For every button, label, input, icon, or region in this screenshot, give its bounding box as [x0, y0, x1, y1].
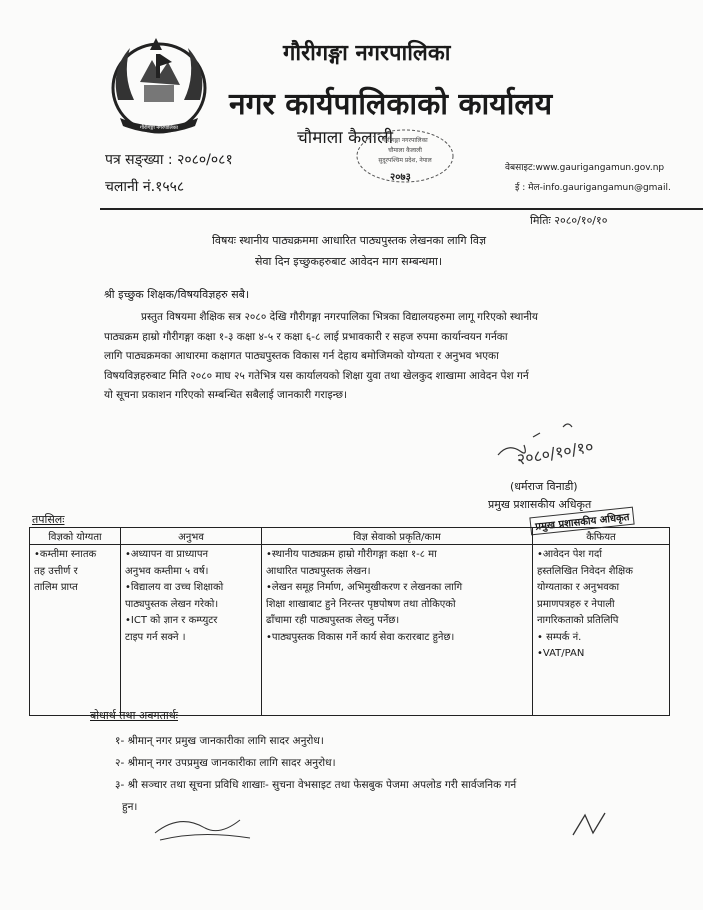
svg-text:सुदूरपश्चिम प्रदेश, नेपाल: सुदूरपश्चिम प्रदेश, नेपाल — [378, 157, 432, 164]
svg-text:गौरीगङ्गा नगरपालिका: गौरीगङ्गा नगरपालिका — [382, 137, 428, 144]
cell-line: •आवेदन पेश गर्दा — [537, 549, 602, 560]
cell-service-nature — [262, 545, 533, 716]
body-line: पाठ्यक्रम हाम्रो गौरीगङ्गा कक्षा १-३ कक्षा ४-५ र कक्षा ६-८ लाई प्रभावकारी र सहज रुपमा कार्यान्वयन गर्नका — [104, 330, 508, 343]
body-line: यो सूचना प्रकाशन गरिएको सम्बन्धित सबैलाई जानकारी गराइन्छ। — [104, 389, 347, 401]
cell-line: टाइप गर्न सक्ने । — [125, 631, 186, 643]
cell-line: तह उत्तीर्ण र — [34, 565, 78, 577]
cc-item: हुन। — [122, 801, 138, 813]
cell-experience — [121, 545, 262, 716]
cc-item: २- श्रीमान् नगर उपप्रमुख जानकारीका लागि सादर अनुरोध। — [115, 757, 336, 769]
cc-label: बोधार्थ तथा अवगतार्थः — [90, 709, 178, 722]
cc-item: १- श्रीमान् नगर प्रमुख जानकारीका लागि सादर अनुरोध। — [115, 735, 324, 747]
svg-text:गौरीगङ्गा नगरपालिका: गौरीगङ्गा नगरपालिका — [140, 125, 178, 131]
cell-line: पाठ्यपुस्तक लेखन गरेको। — [125, 598, 219, 610]
cell-line: योग्यताका र अनुभवका — [537, 582, 620, 593]
body-line: लागि पाठ्यक्रमका आधारमा कक्षागत पाठ्यपुस्तक विकास गर्न देहाय बमोजिमको योग्यता र अनुभव भएका — [104, 350, 499, 362]
cell-line: नागरिकताको प्रतिलिपि — [537, 615, 619, 626]
cell-remarks — [533, 545, 670, 716]
cell-line: •विद्यालय वा उच्च शिक्षाको — [125, 582, 224, 593]
table-header-row — [30, 528, 670, 545]
cell-line: •स्थानीय पाठ्यक्रम हाम्रो गौरीगङ्गा कक्षा १-८ मा — [266, 549, 437, 560]
svg-text:२०७३: २०७३ — [390, 172, 411, 183]
table-row — [30, 545, 670, 716]
cell-line: •कम्तीमा स्नातक — [34, 549, 97, 560]
signatory-name: (धर्मराज विनाडी) — [510, 480, 578, 493]
cell-line: ढाँचामा रही पाठ्यपुस्तक लेख्नु पर्नेछ। — [266, 615, 400, 626]
cell-line: अनुभव कम्तीमा ५ वर्ष। — [125, 565, 209, 577]
header-remarks: कैफियत — [533, 528, 670, 545]
handwritten-signature-date — [488, 415, 658, 475]
office-round-stamp — [350, 128, 460, 190]
cell-line: हस्तलिखित निवेदन शैक्षिक — [537, 565, 633, 577]
bottom-signature — [150, 808, 270, 848]
header-experience: अनुभव — [121, 528, 262, 545]
expert-requirements-table — [29, 527, 670, 716]
cell-line: आधारित पाठ्यपुस्तक लेखन। — [266, 565, 371, 577]
salutation: श्री इच्छुक शिक्षक/विषयविज्ञहरु सबै। — [104, 288, 250, 301]
cell-line: •अध्यापन वा प्राध्यापन — [125, 549, 209, 560]
cell-line: प्रमाणपत्रहरु र नेपाली — [537, 598, 615, 610]
header-service-nature: विज्ञ सेवाको प्रकृति/काम — [262, 528, 533, 545]
cell-line: शिक्षा शाखाबाट हुने निरन्तर पृष्ठपोषण तथा तोकिएको — [266, 598, 456, 610]
subject-line-2: सेवा दिन इच्छुकहरुबाट आवेदन माग सम्बन्धमा। — [255, 255, 443, 268]
body-line: प्रस्तुत विषयमा शैक्षिक सत्र २०८० देखि गौरीगङ्गा नगरपालिका भित्रका विद्यालयहरुमा लागू गरिएको स्थानीय — [141, 311, 538, 323]
dispatch-number: चलानी नं.१५५८ — [105, 179, 185, 195]
office-location: चौमाला कैलाली — [297, 128, 394, 148]
table-label: तपसिलः — [32, 513, 65, 526]
website-text: वेबसाइट:www.gaurigangamun.gov.np — [505, 163, 665, 173]
cell-line: •लेखन समूह निर्माण, अभिमुखीकरण र लेखनका लागि — [266, 582, 463, 593]
cell-line: • सम्पर्क नं. — [537, 631, 582, 643]
municipality-name: गौरीगङ्गा नगरपालिका — [283, 41, 451, 66]
designation-stamp: प्रमुख प्रशासकीय अधिकृत — [529, 507, 635, 536]
cell-qualification — [30, 545, 121, 716]
subject-line-1: विषयः स्थानीय पाठ्यक्रममा आधारित पाठ्यपुस्तक लेखनका लागि विज्ञ — [212, 234, 487, 247]
signatory-title: प्रमुख प्रशासकीय अधिकृत — [488, 498, 592, 511]
cell-line: •पाठ्यपुस्तक विकास गर्ने कार्य सेवा करारबाट हुनेछ। — [266, 631, 455, 643]
svg-text:चौमाला कैलाली: चौमाला कैलाली — [388, 147, 422, 154]
body-paragraph — [104, 308, 676, 406]
office-name: नगर कार्यपालिकाको कार्यालय — [229, 87, 553, 122]
svg-text:२०८०/१०/१०: २०८०/१०/१० — [515, 436, 595, 469]
header-divider — [100, 208, 703, 210]
cell-line: •VAT/PAN — [537, 648, 585, 659]
letter-date: मितिः २०८०/१०/१० — [530, 214, 608, 227]
municipality-emblem-logo — [100, 30, 218, 142]
letter-number: पत्र सङ्ख्या : २०८०/०८१ — [105, 152, 233, 168]
body-line: विषयविज्ञहरुबाट मिति २०८० माघ २५ गतेभित्र यस कार्यालयको शिक्षा युवा तथा खेलकुद शाखामा आवेदन पेश गर्न — [104, 369, 529, 382]
header-qualification: विज्ञको योग्यता — [30, 528, 121, 545]
cc-item: ३- श्री सञ्चार तथा सूचना प्रविधि शाखाः- सुचना वेभसाइट तथा फेसबुक पेजमा अपलोड गरी सार्वजनिक गर्न — [115, 779, 517, 791]
cell-line: •ICT को ज्ञान र कम्प्युटर — [125, 615, 218, 626]
cell-line: तालिम प्राप्त — [34, 582, 78, 593]
bottom-initials — [565, 805, 625, 845]
email-text: ई : मेल-info.gaurigangamun@gmail. — [515, 183, 671, 193]
